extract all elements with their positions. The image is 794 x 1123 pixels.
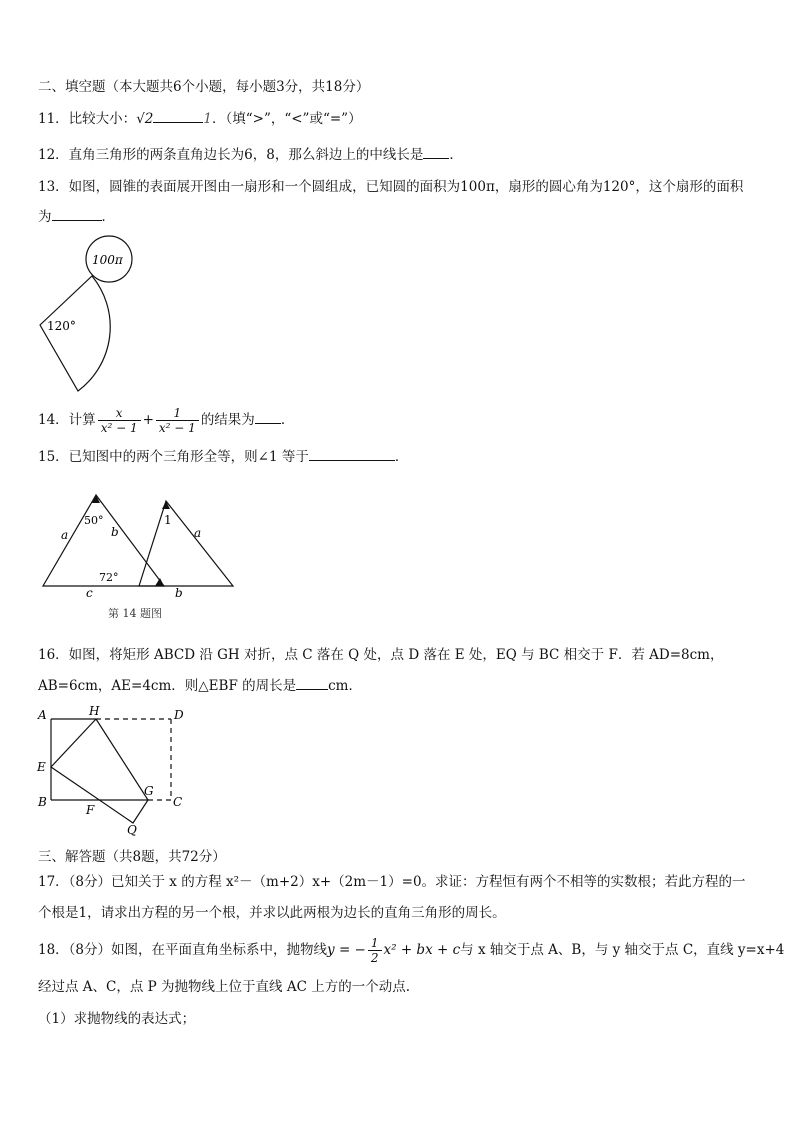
q13-line2: 为 <box>38 209 52 225</box>
plus-sign: + <box>142 412 154 428</box>
angle-mark-bottom-right <box>155 578 164 586</box>
congruent-triangles-figure <box>36 490 246 625</box>
q14-answer-blank[interactable] <box>255 411 281 424</box>
parabola-eq-left: y = − <box>327 942 366 958</box>
folded-rectangle-figure <box>30 703 200 843</box>
question-14 <box>38 402 294 438</box>
q16-line2b: cm． <box>328 678 362 694</box>
question-18-line1 <box>38 930 784 970</box>
q11-radical: √2 <box>136 111 154 127</box>
question-18-part1: （1）求抛物线的表达式； <box>38 1011 196 1027</box>
sector-angle-label: 120° <box>47 319 76 333</box>
side-a-right: a <box>194 526 202 540</box>
side-c-left: c <box>86 586 93 600</box>
parabola-fraction-denominator: 2 <box>368 950 382 965</box>
q14-prefix: 14．计算 <box>38 412 96 428</box>
angle-72-label: 72° <box>99 571 119 584</box>
q15-text: 15．已知图中的两个三角形全等，则∠1 等于 <box>38 449 309 465</box>
triangle-right <box>139 501 233 586</box>
parabola-eq-right: x² + bx + c <box>383 942 461 958</box>
q15-end: ． <box>394 449 409 465</box>
side-b-right: b <box>175 586 183 600</box>
fraction-1-numerator: x <box>115 406 123 420</box>
sector-shape <box>40 276 110 391</box>
side-b-left: b <box>111 525 119 539</box>
q12-text: 12．直角三角形的两条直角边长为6，8，那么斜边上的中线长是 <box>38 147 424 163</box>
q18-suffix: 与 x 轴交于点 A、B，与 y 轴交于点 C，直线 y=x+4 <box>460 942 785 958</box>
fraction-2 <box>156 406 199 435</box>
q12-answer-blank[interactable] <box>423 146 449 159</box>
q15-answer-blank[interactable] <box>309 448 395 461</box>
question-13-line1: 13．如图，圆锥的表面展开图由一扇形和一个圆组成，已知圆的面积为100π，扇形的圆心角为120°，这个扇形的面积 <box>38 179 744 195</box>
question-15 <box>38 448 408 466</box>
q16-answer-blank[interactable] <box>296 677 328 690</box>
folded-quadrilateral <box>51 719 148 823</box>
label-H: H <box>89 704 100 718</box>
fraction-2-denominator: x² − 1 <box>156 420 199 435</box>
label-D: D <box>174 708 184 722</box>
q12-end: ． <box>449 147 463 163</box>
label-A: A <box>38 708 47 722</box>
q11-suffix: ．（填“>”，“<”或“=”） <box>211 111 362 127</box>
question-11 <box>38 110 362 128</box>
q16-line2a: AB=6cm，AE=4cm．则△EBF 的周长是 <box>38 678 297 694</box>
question-16-line2 <box>38 677 362 695</box>
section-heading-solutions: 三、解答题（共8题，共72分） <box>38 849 226 865</box>
label-E: E <box>37 760 46 774</box>
question-12 <box>38 146 463 164</box>
section-heading-fill-in: 二、填空题（本大题共6个小题，每小题3分，共18分） <box>38 79 370 95</box>
label-B: B <box>38 795 47 809</box>
parabola-fraction <box>368 936 382 965</box>
parabola-fraction-numerator: 1 <box>370 936 379 950</box>
question-17-line1: 17．（8分）已知关于 x 的方程 x²－（m+2）x+（2m－1）=0。求证：方程恒有两个不相等的实数根；若此方程的一 <box>38 874 746 890</box>
side-a-left: a <box>61 528 69 542</box>
fraction-1 <box>98 406 141 435</box>
label-C: C <box>173 795 183 809</box>
angle-50-label: 50° <box>84 514 104 527</box>
circle-area-label: 100π <box>92 253 123 267</box>
question-18-line2: 经过点 A、C，点 P 为抛物线上位于直线 AC 上方的一个动点. <box>38 979 410 995</box>
label-F: F <box>86 803 95 817</box>
fraction-2-numerator: 1 <box>173 406 182 420</box>
label-G: G <box>144 784 154 798</box>
q11-prefix: 11．比较大小： <box>38 111 137 127</box>
figure-caption: 第 14 题图 <box>108 607 162 620</box>
q14-end: ． <box>280 412 295 428</box>
q13-end: ． <box>101 209 115 225</box>
q11-one: 1 <box>203 111 212 127</box>
question-17-line2: 个根是1，请求出方程的另一个根，并求以此两根为边长的直角三角形的周长。 <box>38 905 506 921</box>
question-16-line1: 16．如图，将矩形 ABCD 沿 GH 对折，点 C 落在 Q 处，点 D 落在 E 处，EQ 与 BC 相交于 F．若 AD=8cm， <box>38 647 724 663</box>
angle-1-label: 1 <box>164 513 172 527</box>
fraction-1-denominator: x² − 1 <box>98 420 141 435</box>
cone-net-figure <box>30 232 150 394</box>
q13-answer-blank[interactable] <box>52 208 102 221</box>
q11-answer-blank[interactable] <box>153 110 203 123</box>
q18-prefix: 18．（8分）如图，在平面直角坐标系中，抛物线 <box>38 942 328 958</box>
q14-suffix: 的结果为 <box>200 412 255 428</box>
question-13-line2 <box>38 208 115 226</box>
label-Q: Q <box>127 823 137 837</box>
